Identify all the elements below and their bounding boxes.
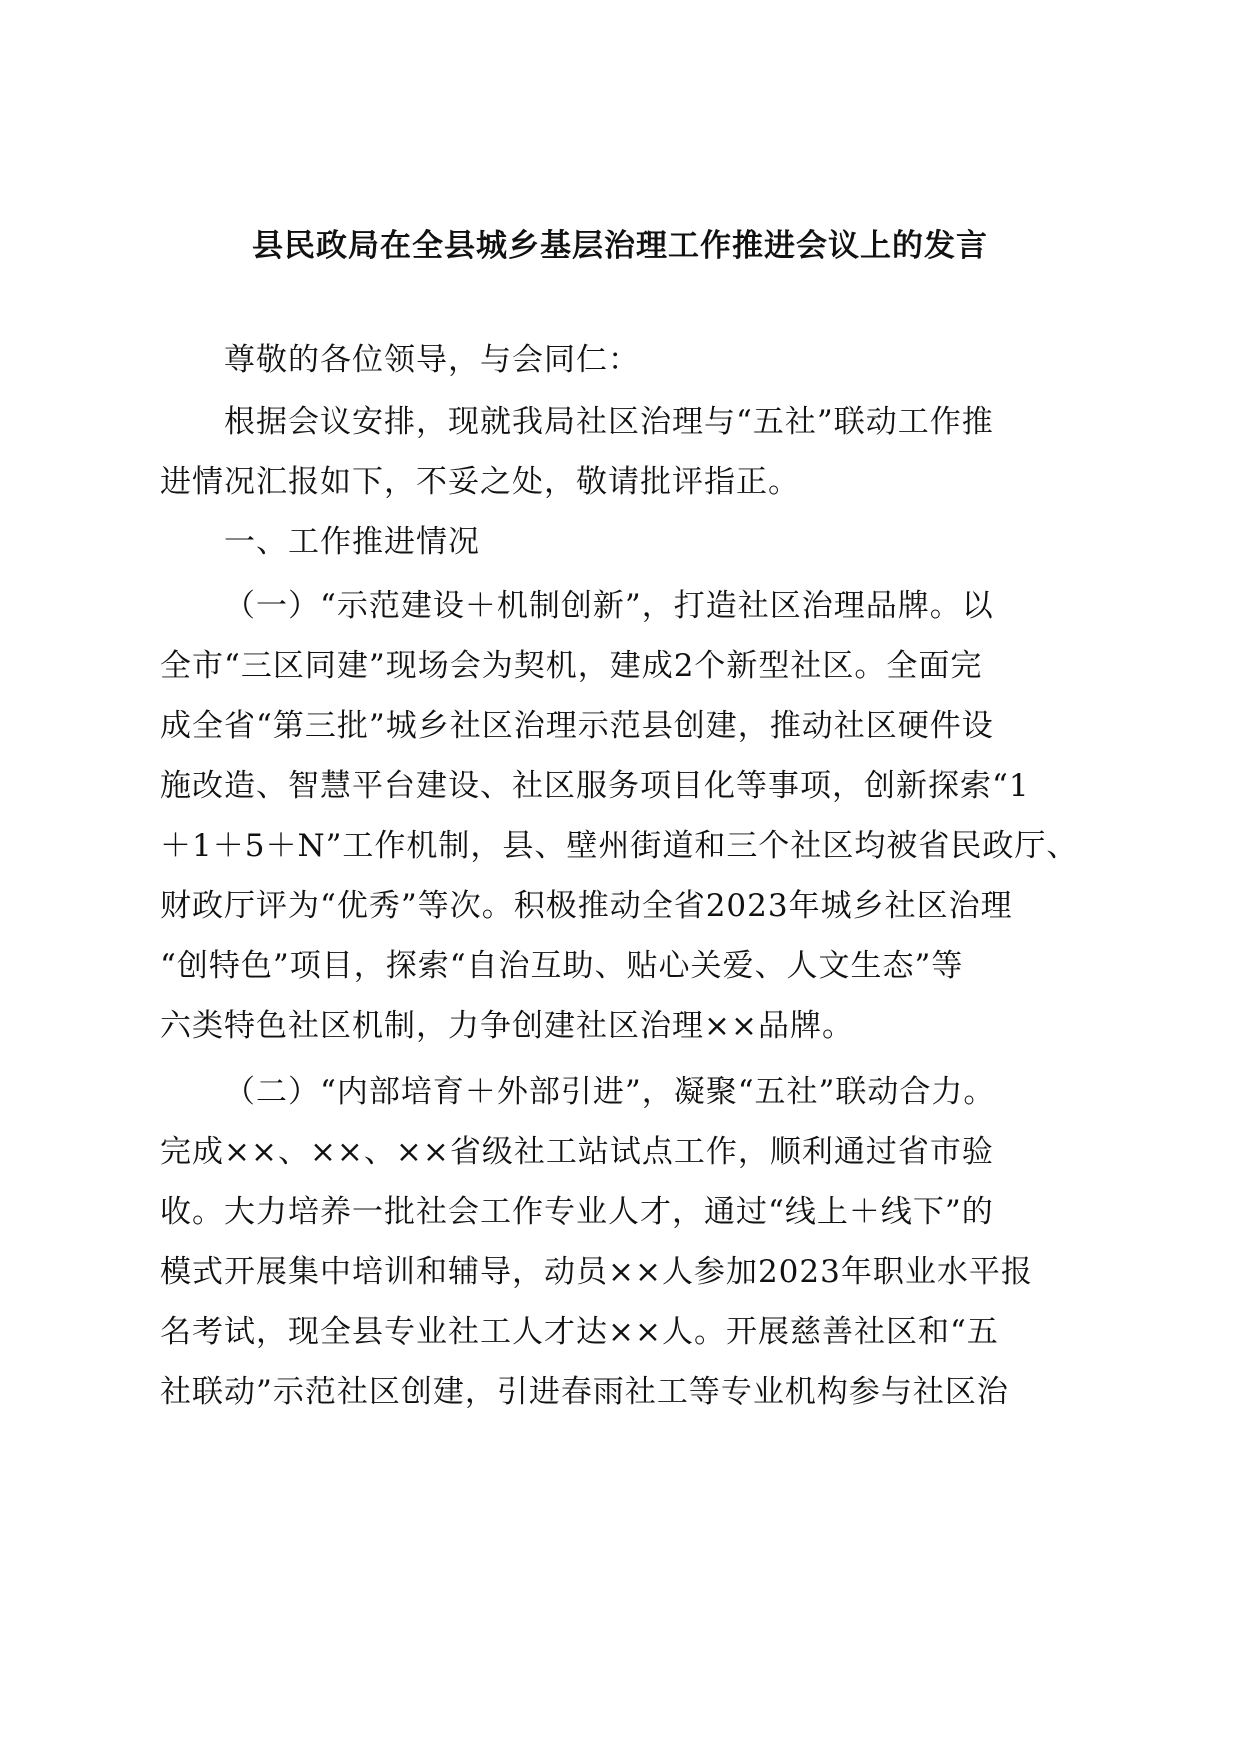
paragraph-line: 施改造、智慧平台建设、社区服务项目化等事项，创新探索“1 (160, 768, 1030, 804)
document-title: 县民政局在全县城乡基层治理工作推进会议上的发言 (252, 228, 988, 264)
paragraph-line: ＋1＋5＋N”工作机制，县、壁州街道和三个社区均被省民政厅、 (160, 828, 1079, 864)
paragraph-line: （二）“内部培育＋外部引进”，凝聚“五社”联动合力。 (224, 1074, 996, 1110)
paragraph-line: 完成××、××、××省级社工站试点工作，顺利通过省市验 (160, 1134, 994, 1170)
paragraph-line: 六类特色社区机制，力争创建社区治理××品牌。 (160, 1008, 854, 1044)
paragraph-line: （一）“示范建设＋机制创新”，打造社区治理品牌。以 (224, 588, 994, 624)
paragraph-line: 进情况汇报如下，不妥之处，敬请批评指正。 (160, 464, 800, 500)
paragraph-line: 名考试，现全县专业社工人才达××人。开展慈善社区和“五 (160, 1314, 999, 1350)
paragraph-line: 成全省“第三批”城乡社区治理示范县创建，推动社区硬件设 (160, 708, 994, 744)
paragraph-line: 收。大力培养一批社会工作专业人才，通过“线上＋线下”的 (160, 1194, 994, 1230)
paragraph-line: 财政厅评为“优秀”等次。积极推动全省2023年城乡社区治理 (160, 888, 1013, 924)
paragraph-line: 社联动”示范社区创建，引进春雨社工等专业机构参与社区治 (160, 1374, 1009, 1410)
paragraph-line: 模式开展集中培训和辅导，动员××人参加2023年职业水平报 (160, 1254, 1033, 1290)
paragraph-line: 全市“三区同建”现场会为契机，建成2个新型社区。全面完 (160, 648, 983, 684)
paragraph-line: “创特色”项目，探索“自治互助、贴心关爱、人文生态”等 (160, 948, 964, 984)
greeting-line: 尊敬的各位领导，与会同仁： (224, 342, 640, 378)
paragraph-line: 根据会议安排，现就我局社区治理与“五社”联动工作推 (224, 404, 994, 440)
section-heading: 一、工作推进情况 (224, 524, 480, 560)
